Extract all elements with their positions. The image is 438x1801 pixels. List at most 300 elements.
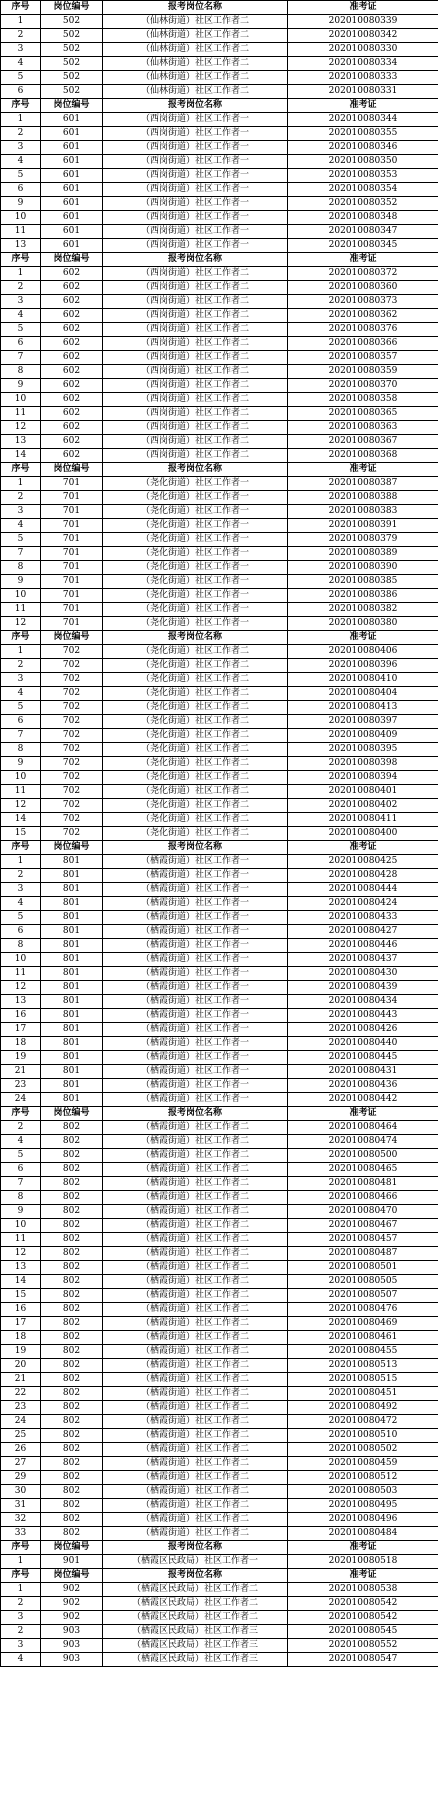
ticket-cell: 202010080446 bbox=[288, 939, 438, 953]
post-name-cell: （栖霞街道）社区工作者一 bbox=[103, 1051, 288, 1065]
table-row bbox=[1, 505, 438, 519]
ticket-cell: 202010080431 bbox=[288, 1065, 438, 1079]
table-row bbox=[1, 365, 438, 379]
table-row bbox=[1, 1177, 438, 1191]
seq-cell: 5 bbox=[1, 911, 41, 925]
seq-cell: 12 bbox=[1, 617, 41, 631]
post-code-cell: 802 bbox=[41, 1527, 103, 1541]
table-row bbox=[1, 575, 438, 589]
seq-cell: 24 bbox=[1, 1093, 41, 1107]
post-code-cell: 701 bbox=[41, 603, 103, 617]
ticket-cell: 202010080513 bbox=[288, 1359, 438, 1373]
header-post-code-cell: 岗位编号 bbox=[41, 1541, 103, 1555]
header-post-name-cell: 报考岗位名称 bbox=[103, 1, 288, 15]
post-code-cell: 801 bbox=[41, 1065, 103, 1079]
ticket-cell: 202010080424 bbox=[288, 897, 438, 911]
header-ticket-cell: 准考证 bbox=[288, 1569, 438, 1583]
ticket-cell: 202010080411 bbox=[288, 813, 438, 827]
post-code-cell: 702 bbox=[41, 645, 103, 659]
post-code-cell: 902 bbox=[41, 1597, 103, 1611]
post-code-cell: 801 bbox=[41, 883, 103, 897]
seq-cell: 15 bbox=[1, 1289, 41, 1303]
seq-cell: 2 bbox=[1, 127, 41, 141]
ticket-cell: 202010080350 bbox=[288, 155, 438, 169]
table-row bbox=[1, 1037, 438, 1051]
seq-cell: 13 bbox=[1, 239, 41, 253]
post-name-cell: （栖霞街道）社区工作者二 bbox=[103, 1359, 288, 1373]
table-row bbox=[1, 1513, 438, 1527]
ticket-cell: 202010080487 bbox=[288, 1247, 438, 1261]
post-name-cell: （栖霞街道）社区工作者一 bbox=[103, 939, 288, 953]
header-post-code-cell: 岗位编号 bbox=[41, 1, 103, 15]
seq-cell: 12 bbox=[1, 981, 41, 995]
ticket-cell: 202010080426 bbox=[288, 1023, 438, 1037]
table-row bbox=[1, 645, 438, 659]
table-row bbox=[1, 1639, 438, 1653]
seq-cell: 21 bbox=[1, 1373, 41, 1387]
ticket-cell: 202010080542 bbox=[288, 1611, 438, 1625]
post-code-cell: 802 bbox=[41, 1121, 103, 1135]
seq-cell: 24 bbox=[1, 1415, 41, 1429]
post-code-cell: 702 bbox=[41, 785, 103, 799]
post-name-cell: （西岗街道）社区工作者一 bbox=[103, 225, 288, 239]
post-code-cell: 502 bbox=[41, 71, 103, 85]
ticket-cell: 202010080370 bbox=[288, 379, 438, 393]
post-name-cell: （西岗街道）社区工作者二 bbox=[103, 407, 288, 421]
ticket-cell: 202010080397 bbox=[288, 715, 438, 729]
table-row bbox=[1, 351, 438, 365]
post-code-cell: 903 bbox=[41, 1653, 103, 1667]
header-seq-cell: 序号 bbox=[1, 1541, 41, 1555]
post-code-cell: 802 bbox=[41, 1247, 103, 1261]
table-row bbox=[1, 589, 438, 603]
table-row bbox=[1, 113, 438, 127]
post-name-cell: （栖霞街道）社区工作者二 bbox=[103, 1443, 288, 1457]
seq-cell: 1 bbox=[1, 113, 41, 127]
post-name-cell: （仙林街道）社区工作者二 bbox=[103, 57, 288, 71]
table-row bbox=[1, 1457, 438, 1471]
post-name-cell: （尧化街道）社区工作者二 bbox=[103, 743, 288, 757]
post-name-cell: （栖霞街道）社区工作者二 bbox=[103, 1135, 288, 1149]
ticket-cell: 202010080470 bbox=[288, 1205, 438, 1219]
header-post-name-cell: 报考岗位名称 bbox=[103, 99, 288, 113]
post-code-cell: 802 bbox=[41, 1303, 103, 1317]
post-code-cell: 602 bbox=[41, 407, 103, 421]
table-row bbox=[1, 309, 438, 323]
post-code-cell: 802 bbox=[41, 1499, 103, 1513]
post-name-cell: （栖霞街道）社区工作者二 bbox=[103, 1303, 288, 1317]
post-name-cell: （栖霞街道）社区工作者一 bbox=[103, 1009, 288, 1023]
seq-cell: 17 bbox=[1, 1023, 41, 1037]
table-row bbox=[1, 1121, 438, 1135]
ticket-cell: 202010080427 bbox=[288, 925, 438, 939]
post-name-cell: （西岗街道）社区工作者二 bbox=[103, 393, 288, 407]
table-row bbox=[1, 71, 438, 85]
table-row bbox=[1, 743, 438, 757]
ticket-cell: 202010080439 bbox=[288, 981, 438, 995]
seq-cell: 23 bbox=[1, 1401, 41, 1415]
post-name-cell: （栖霞街道）社区工作者二 bbox=[103, 1471, 288, 1485]
post-name-cell: （尧化街道）社区工作者二 bbox=[103, 687, 288, 701]
ticket-cell: 202010080481 bbox=[288, 1177, 438, 1191]
table-row bbox=[1, 1653, 438, 1667]
seq-cell: 8 bbox=[1, 1191, 41, 1205]
ticket-cell: 202010080444 bbox=[288, 883, 438, 897]
ticket-cell: 202010080394 bbox=[288, 771, 438, 785]
table-row bbox=[1, 1485, 438, 1499]
table-row bbox=[1, 1191, 438, 1205]
ticket-cell: 202010080503 bbox=[288, 1485, 438, 1499]
ticket-cell: 202010080492 bbox=[288, 1401, 438, 1415]
ticket-cell: 202010080542 bbox=[288, 1597, 438, 1611]
table-row bbox=[1, 127, 438, 141]
post-code-cell: 601 bbox=[41, 113, 103, 127]
seq-cell: 12 bbox=[1, 799, 41, 813]
post-name-cell: （西岗街道）社区工作者一 bbox=[103, 141, 288, 155]
post-code-cell: 702 bbox=[41, 673, 103, 687]
post-code-cell: 802 bbox=[41, 1415, 103, 1429]
post-name-cell: （栖霞街道）社区工作者二 bbox=[103, 1233, 288, 1247]
seq-cell: 1 bbox=[1, 1555, 41, 1569]
post-code-cell: 802 bbox=[41, 1513, 103, 1527]
table-row bbox=[1, 197, 438, 211]
post-code-cell: 701 bbox=[41, 561, 103, 575]
post-name-cell: （栖霞街道）社区工作者一 bbox=[103, 1079, 288, 1093]
seq-cell: 7 bbox=[1, 729, 41, 743]
ticket-cell: 202010080404 bbox=[288, 687, 438, 701]
post-name-cell: （仙林街道）社区工作者二 bbox=[103, 43, 288, 57]
seq-cell: 3 bbox=[1, 43, 41, 57]
seq-cell: 3 bbox=[1, 1639, 41, 1653]
post-code-cell: 802 bbox=[41, 1261, 103, 1275]
ticket-cell: 202010080507 bbox=[288, 1289, 438, 1303]
post-name-cell: （尧化街道）社区工作者二 bbox=[103, 771, 288, 785]
seq-cell: 14 bbox=[1, 1275, 41, 1289]
post-name-cell: （栖霞街道）社区工作者二 bbox=[103, 1331, 288, 1345]
ticket-cell: 202010080365 bbox=[288, 407, 438, 421]
header-seq-cell: 序号 bbox=[1, 1107, 41, 1121]
seq-cell: 6 bbox=[1, 183, 41, 197]
post-name-cell: （栖霞街道）社区工作者二 bbox=[103, 1401, 288, 1415]
post-code-cell: 602 bbox=[41, 351, 103, 365]
header-ticket-cell: 准考证 bbox=[288, 1, 438, 15]
table-row bbox=[1, 421, 438, 435]
table-row bbox=[1, 981, 438, 995]
table-row bbox=[1, 813, 438, 827]
post-name-cell: （西岗街道）社区工作者一 bbox=[103, 155, 288, 169]
ticket-cell: 202010080355 bbox=[288, 127, 438, 141]
ticket-cell: 202010080373 bbox=[288, 295, 438, 309]
seq-cell: 8 bbox=[1, 939, 41, 953]
header-ticket-cell: 准考证 bbox=[288, 841, 438, 855]
post-code-cell: 902 bbox=[41, 1583, 103, 1597]
post-code-cell: 802 bbox=[41, 1359, 103, 1373]
post-name-cell: （尧化街道）社区工作者一 bbox=[103, 519, 288, 533]
post-name-cell: （栖霞街道）社区工作者二 bbox=[103, 1149, 288, 1163]
header-ticket-cell: 准考证 bbox=[288, 631, 438, 645]
table-row bbox=[1, 799, 438, 813]
post-code-cell: 702 bbox=[41, 799, 103, 813]
ticket-cell: 202010080502 bbox=[288, 1443, 438, 1457]
post-name-cell: （栖霞街道）社区工作者二 bbox=[103, 1317, 288, 1331]
post-code-cell: 802 bbox=[41, 1233, 103, 1247]
seq-cell: 10 bbox=[1, 589, 41, 603]
post-name-cell: （栖霞街道）社区工作者二 bbox=[103, 1415, 288, 1429]
ticket-cell: 202010080330 bbox=[288, 43, 438, 57]
seq-cell: 19 bbox=[1, 1345, 41, 1359]
header-row bbox=[1, 841, 438, 855]
post-name-cell: （西岗街道）社区工作者二 bbox=[103, 365, 288, 379]
table-row bbox=[1, 295, 438, 309]
ticket-cell: 202010080362 bbox=[288, 309, 438, 323]
ticket-cell: 202010080333 bbox=[288, 71, 438, 85]
ticket-cell: 202010080368 bbox=[288, 449, 438, 463]
ticket-cell: 202010080467 bbox=[288, 1219, 438, 1233]
table-row bbox=[1, 393, 438, 407]
seq-cell: 8 bbox=[1, 561, 41, 575]
ticket-cell: 202010080400 bbox=[288, 827, 438, 841]
post-code-cell: 701 bbox=[41, 533, 103, 547]
post-code-cell: 602 bbox=[41, 449, 103, 463]
seq-cell: 11 bbox=[1, 785, 41, 799]
post-name-cell: （西岗街道）社区工作者一 bbox=[103, 169, 288, 183]
post-code-cell: 801 bbox=[41, 1009, 103, 1023]
ticket-cell: 202010080501 bbox=[288, 1261, 438, 1275]
table-row bbox=[1, 1275, 438, 1289]
ticket-cell: 202010080345 bbox=[288, 239, 438, 253]
table-body bbox=[1, 1, 438, 1667]
ticket-cell: 202010080358 bbox=[288, 393, 438, 407]
ticket-cell: 202010080496 bbox=[288, 1513, 438, 1527]
post-name-cell: （西岗街道）社区工作者二 bbox=[103, 323, 288, 337]
table-row bbox=[1, 883, 438, 897]
table-row bbox=[1, 169, 438, 183]
seq-cell: 9 bbox=[1, 757, 41, 771]
post-code-cell: 601 bbox=[41, 141, 103, 155]
post-name-cell: （尧化街道）社区工作者一 bbox=[103, 575, 288, 589]
ticket-cell: 202010080484 bbox=[288, 1527, 438, 1541]
post-name-cell: （栖霞街道）社区工作者二 bbox=[103, 1457, 288, 1471]
ticket-cell: 202010080518 bbox=[288, 1555, 438, 1569]
post-code-cell: 801 bbox=[41, 939, 103, 953]
seq-cell: 16 bbox=[1, 1303, 41, 1317]
ticket-cell: 202010080385 bbox=[288, 575, 438, 589]
seq-cell: 1 bbox=[1, 1583, 41, 1597]
ticket-cell: 202010080413 bbox=[288, 701, 438, 715]
header-post-name-cell: 报考岗位名称 bbox=[103, 1569, 288, 1583]
ticket-cell: 202010080457 bbox=[288, 1233, 438, 1247]
post-code-cell: 802 bbox=[41, 1485, 103, 1499]
table-row bbox=[1, 519, 438, 533]
post-code-cell: 702 bbox=[41, 729, 103, 743]
post-code-cell: 802 bbox=[41, 1457, 103, 1471]
seq-cell: 26 bbox=[1, 1443, 41, 1457]
post-code-cell: 601 bbox=[41, 197, 103, 211]
table-row bbox=[1, 561, 438, 575]
post-name-cell: （栖霞区民政局）社区工作者一 bbox=[103, 1555, 288, 1569]
header-post-code-cell: 岗位编号 bbox=[41, 1569, 103, 1583]
post-name-cell: （西岗街道）社区工作者一 bbox=[103, 183, 288, 197]
ticket-cell: 202010080461 bbox=[288, 1331, 438, 1345]
seq-cell: 4 bbox=[1, 687, 41, 701]
seq-cell: 2 bbox=[1, 491, 41, 505]
seq-cell: 6 bbox=[1, 715, 41, 729]
seq-cell: 2 bbox=[1, 1625, 41, 1639]
post-name-cell: （尧化街道）社区工作者二 bbox=[103, 645, 288, 659]
post-name-cell: （西岗街道）社区工作者二 bbox=[103, 281, 288, 295]
post-name-cell: （西岗街道）社区工作者二 bbox=[103, 351, 288, 365]
ticket-cell: 202010080379 bbox=[288, 533, 438, 547]
header-post-name-cell: 报考岗位名称 bbox=[103, 253, 288, 267]
seq-cell: 13 bbox=[1, 435, 41, 449]
table-row bbox=[1, 1373, 438, 1387]
seq-cell: 11 bbox=[1, 225, 41, 239]
ticket-cell: 202010080510 bbox=[288, 1429, 438, 1443]
post-name-cell: （栖霞街道）社区工作者一 bbox=[103, 981, 288, 995]
post-code-cell: 802 bbox=[41, 1135, 103, 1149]
post-code-cell: 702 bbox=[41, 827, 103, 841]
post-name-cell: （尧化街道）社区工作者二 bbox=[103, 715, 288, 729]
ticket-cell: 202010080465 bbox=[288, 1163, 438, 1177]
post-code-cell: 602 bbox=[41, 365, 103, 379]
post-name-cell: （西岗街道）社区工作者二 bbox=[103, 309, 288, 323]
post-name-cell: （尧化街道）社区工作者二 bbox=[103, 785, 288, 799]
ticket-cell: 202010080386 bbox=[288, 589, 438, 603]
seq-cell: 23 bbox=[1, 1079, 41, 1093]
table-row bbox=[1, 603, 438, 617]
post-name-cell: （栖霞街道）社区工作者一 bbox=[103, 1023, 288, 1037]
seq-cell: 5 bbox=[1, 701, 41, 715]
ticket-cell: 202010080389 bbox=[288, 547, 438, 561]
post-code-cell: 702 bbox=[41, 813, 103, 827]
ticket-cell: 202010080436 bbox=[288, 1079, 438, 1093]
post-name-cell: （栖霞区民政局）社区工作者三 bbox=[103, 1653, 288, 1667]
post-code-cell: 602 bbox=[41, 393, 103, 407]
post-name-cell: （尧化街道）社区工作者一 bbox=[103, 561, 288, 575]
ticket-cell: 202010080390 bbox=[288, 561, 438, 575]
table-row bbox=[1, 1401, 438, 1415]
table-row bbox=[1, 617, 438, 631]
post-code-cell: 602 bbox=[41, 421, 103, 435]
ticket-cell: 202010080334 bbox=[288, 57, 438, 71]
ticket-cell: 202010080331 bbox=[288, 85, 438, 99]
seq-cell: 25 bbox=[1, 1429, 41, 1443]
post-name-cell: （栖霞街道）社区工作者一 bbox=[103, 1037, 288, 1051]
table-row bbox=[1, 1289, 438, 1303]
seq-cell: 12 bbox=[1, 1247, 41, 1261]
ticket-cell: 202010080442 bbox=[288, 1093, 438, 1107]
table-row bbox=[1, 1471, 438, 1485]
header-seq-cell: 序号 bbox=[1, 841, 41, 855]
seq-cell: 13 bbox=[1, 1261, 41, 1275]
post-name-cell: （栖霞街道）社区工作者一 bbox=[103, 1093, 288, 1107]
post-name-cell: （仙林街道）社区工作者二 bbox=[103, 71, 288, 85]
header-post-name-cell: 报考岗位名称 bbox=[103, 463, 288, 477]
seq-cell: 4 bbox=[1, 1135, 41, 1149]
post-code-cell: 702 bbox=[41, 757, 103, 771]
post-name-cell: （栖霞街道）社区工作者二 bbox=[103, 1121, 288, 1135]
post-name-cell: （尧化街道）社区工作者二 bbox=[103, 729, 288, 743]
seq-cell: 11 bbox=[1, 603, 41, 617]
seq-cell: 3 bbox=[1, 505, 41, 519]
post-code-cell: 702 bbox=[41, 659, 103, 673]
ticket-cell: 202010080410 bbox=[288, 673, 438, 687]
post-code-cell: 702 bbox=[41, 743, 103, 757]
post-code-cell: 801 bbox=[41, 995, 103, 1009]
ticket-cell: 202010080401 bbox=[288, 785, 438, 799]
header-seq-cell: 序号 bbox=[1, 1569, 41, 1583]
ticket-cell: 202010080357 bbox=[288, 351, 438, 365]
post-name-cell: （栖霞街道）社区工作者一 bbox=[103, 883, 288, 897]
table-row bbox=[1, 547, 438, 561]
table-row bbox=[1, 1051, 438, 1065]
seq-cell: 19 bbox=[1, 1051, 41, 1065]
post-name-cell: （栖霞街道）社区工作者二 bbox=[103, 1387, 288, 1401]
seq-cell: 1 bbox=[1, 477, 41, 491]
seq-cell: 18 bbox=[1, 1037, 41, 1051]
header-row bbox=[1, 631, 438, 645]
header-row bbox=[1, 463, 438, 477]
post-code-cell: 801 bbox=[41, 953, 103, 967]
seq-cell: 1 bbox=[1, 855, 41, 869]
seq-cell: 21 bbox=[1, 1065, 41, 1079]
table-row bbox=[1, 729, 438, 743]
post-name-cell: （西岗街道）社区工作者一 bbox=[103, 197, 288, 211]
post-name-cell: （尧化街道）社区工作者一 bbox=[103, 505, 288, 519]
seq-cell: 10 bbox=[1, 771, 41, 785]
seq-cell: 5 bbox=[1, 71, 41, 85]
seq-cell: 9 bbox=[1, 379, 41, 393]
post-name-cell: （栖霞区民政局）社区工作者三 bbox=[103, 1625, 288, 1639]
ticket-cell: 202010080347 bbox=[288, 225, 438, 239]
table-row bbox=[1, 435, 438, 449]
header-post-name-cell: 报考岗位名称 bbox=[103, 841, 288, 855]
post-code-cell: 801 bbox=[41, 1093, 103, 1107]
post-name-cell: （西岗街道）社区工作者一 bbox=[103, 211, 288, 225]
seq-cell: 2 bbox=[1, 869, 41, 883]
seq-cell: 2 bbox=[1, 1597, 41, 1611]
ticket-cell: 202010080376 bbox=[288, 323, 438, 337]
ticket-cell: 202010080430 bbox=[288, 967, 438, 981]
post-name-cell: （栖霞街道）社区工作者二 bbox=[103, 1191, 288, 1205]
seq-cell: 1 bbox=[1, 15, 41, 29]
header-ticket-cell: 准考证 bbox=[288, 463, 438, 477]
table-row bbox=[1, 687, 438, 701]
post-code-cell: 602 bbox=[41, 295, 103, 309]
table-row bbox=[1, 477, 438, 491]
post-name-cell: （栖霞街道）社区工作者一 bbox=[103, 897, 288, 911]
table-row bbox=[1, 1443, 438, 1457]
seq-cell: 4 bbox=[1, 1653, 41, 1667]
table-row bbox=[1, 827, 438, 841]
post-name-cell: （栖霞街道）社区工作者二 bbox=[103, 1289, 288, 1303]
seq-cell: 2 bbox=[1, 1121, 41, 1135]
post-name-cell: （栖霞区民政局）社区工作者二 bbox=[103, 1597, 288, 1611]
table-row bbox=[1, 757, 438, 771]
post-name-cell: （栖霞街道）社区工作者二 bbox=[103, 1247, 288, 1261]
table-row bbox=[1, 491, 438, 505]
ticket-cell: 202010080402 bbox=[288, 799, 438, 813]
table-row bbox=[1, 1261, 438, 1275]
ticket-cell: 202010080396 bbox=[288, 659, 438, 673]
seq-cell: 18 bbox=[1, 1331, 41, 1345]
ticket-cell: 202010080455 bbox=[288, 1345, 438, 1359]
table-row bbox=[1, 449, 438, 463]
seq-cell: 7 bbox=[1, 1177, 41, 1191]
post-code-cell: 701 bbox=[41, 547, 103, 561]
ticket-cell: 202010080387 bbox=[288, 477, 438, 491]
table-row bbox=[1, 1625, 438, 1639]
